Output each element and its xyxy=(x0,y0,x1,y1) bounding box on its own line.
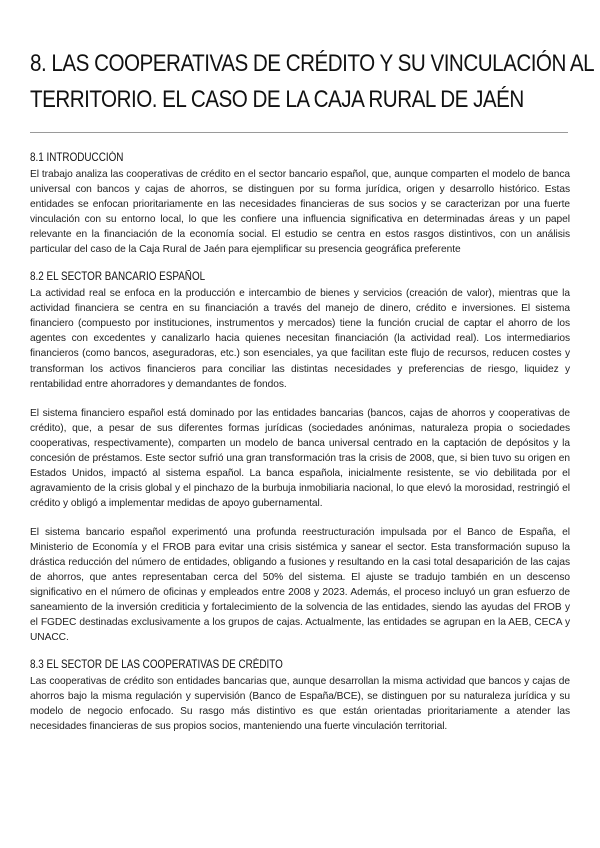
title-divider xyxy=(30,132,568,133)
paragraph: El trabajo analiza las cooperativas de crédito en el sector bancario español, que, aunque comparten el modelo de banca universal con bancos y cajas de ahorros, se distinguen por su forma jurídica, origen y desarrollo histórico. Estas entidades se enfocan prioritariamente en las necesidades financieras de sus socios y se caracterizan por una fuerte vinculación con su entorno local, lo que les confiere una influencia significativa en determinadas áreas y un papel relevante en la financiación de la economía social. El estudio se centra en estos rasgos distintivos, con un análisis particular del caso de la Caja Rural de Jaén para ejemplificar su presencia geográfica preferente xyxy=(30,169,570,256)
section-heading-sector-bancario: 8.2 EL SECTOR BANCARIO ESPAÑOL xyxy=(30,271,206,284)
section-heading-cooperativas: 8.3 EL SECTOR DE LAS COOPERATIVAS DE CRÉDITO xyxy=(30,659,283,672)
section-heading-introduccion: 8.1 INTRODUCCIÓN xyxy=(30,152,124,164)
paragraph: El sistema financiero español está dominado por las entidades bancarias (bancos, cajas de ahorros y cooperativas de crédito), que, a pesar de sus diferentes formas jurídicas (sociedades anónimas, naturaleza propia o sociedades cooperativas, respectivamente), comparten un modelo de banca universal centrado en la captación de depósitos y la concesión de préstamos. Este sector sufrió una gran transformación tras la crisis de 2008, que, si bien tuvo su origen en Estados Unidos, impactó al sistema español. La banca española, inicialmente resistente, se vio debilitada por el agravamiento de la crisis global y el pinchazo de la burbuja inmobiliaria nacional, lo que elevó la morosidad, restringió el crédito y obligó a implementar medidas de apoyo gubernamental. xyxy=(30,407,570,509)
paragraph: Las cooperativas de crédito son entidades bancarias que, aunque desarrollan la misma actividad que bancos y cajas de ahorros bajo la misma regulación y supervisión (Banco de España/BCE), se distinguen por su naturaleza jurídica y su modelo de negocio enfocado. Su rasgo más distintivo es que están orientadas prioritariamente a atender las necesidades financieras de sus propios socios, manteniendo una fuerte vinculación territorial. xyxy=(30,676,570,733)
document-title xyxy=(30,46,595,118)
title-line-2: TERRITORIO. EL CASO DE LA CAJA RURAL DE JAÉN xyxy=(30,86,524,113)
paragraph: La actividad real se enfoca en la producción e intercambio de bienes y servicios (creación de valor), mientras que la actividad financiera se centra en su financiación a través del manejo de dinero, crédito e inversiones. El sistema financiero (compuesto por instituciones, instrumentos y mercados) tiene la función crucial de captar el ahorro de los agentes con excedentes y canalizarlo hacia quienes necesitan financiación (la actividad real). Los intermediarios financieros (como bancos, aseguradoras, etc.) son esenciales, ya que facilitan este flujo de recursos, reducen costes y transforman los activos financieros para conciliar las distintas necesidades y preferencias de riesgo, liquidez y rentabilidad entre ahorradores y demandantes de fondos. xyxy=(30,288,570,390)
document-page xyxy=(30,46,595,735)
title-line-1: 8. LAS COOPERATIVAS DE CRÉDITO Y SU VINCULACIÓN AL xyxy=(30,50,595,77)
paragraph: El sistema bancario español experimentó una profunda reestructuración impulsada por el Banco de España, el Ministerio de Economía y el FROB para evitar una crisis sistémica y sanear el sector. Esta transformación supuso la drástica reducción del número de entidades, obligando a fusiones y resultando en la casi total desaparición de las cajas de ahorros, que antes representaban cerca del 50% del sistema. El ajuste se tradujo también en un descenso significativo en el número de oficinas y empleados entre 2008 y 2023. Además, el proceso incluyó un gran esfuerzo de saneamiento de la inversión crediticia y fortalecimiento de la solvencia de las entidades, siendo las ayudas del FROB y el FGDEC destinadas exclusivamente a los grupos de cajas. Actualmente, las entidades se agrupan en la AEB, CECA y UNACC. xyxy=(30,526,570,644)
